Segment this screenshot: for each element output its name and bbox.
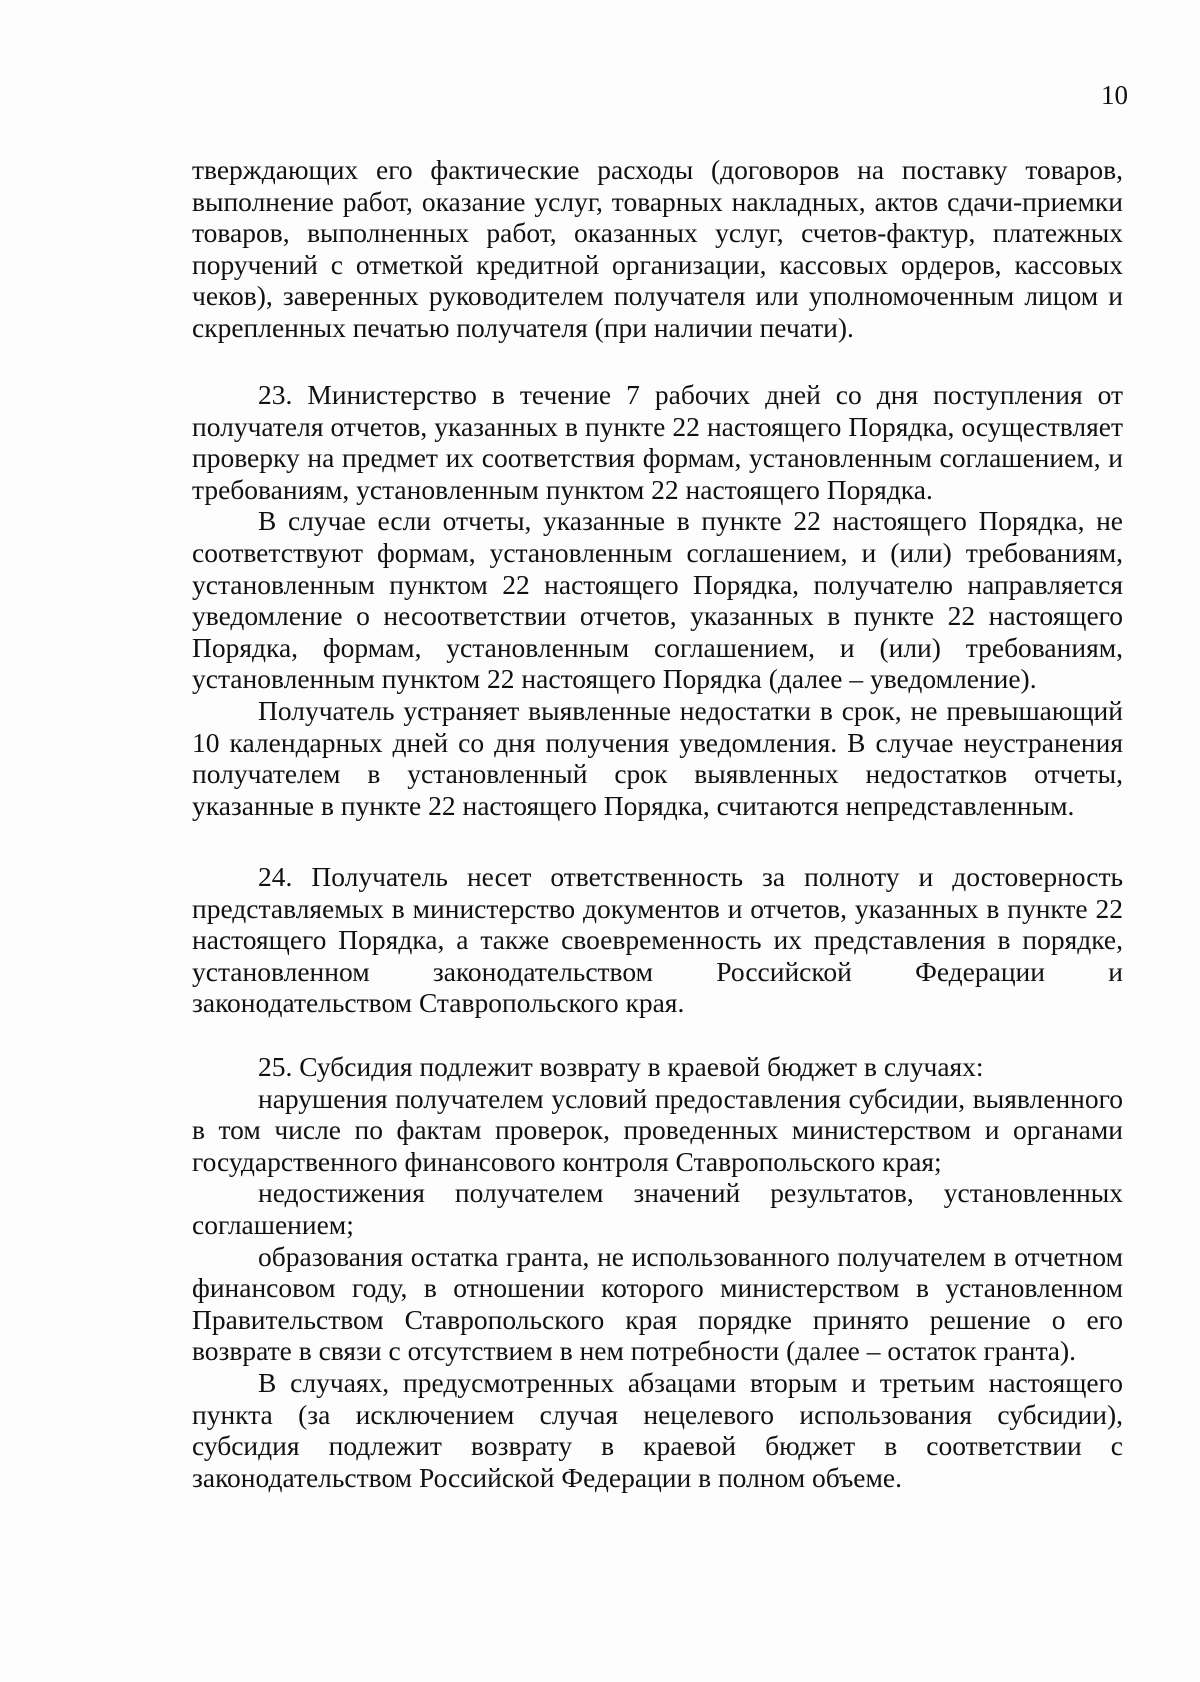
paragraph-23-notice: В случае если отчеты, указанные в пункте 22 настоящего Порядка, не соответствуют формам, установленным соглашением, и (или) требованиям, установленным пунктом 22 настоящего Порядка, получателю направляется уведомление о несоответствии отчетов, указанных в пункте 22 настоящего Порядка, формам, установленным соглашением, и (или) требованиям, установленным пунктом 22 настоящего Порядка (далее – уведомление).: [192, 505, 1123, 695]
section-25: [192, 1051, 1123, 1493]
paragraph-25-results: недостижения получателем значений результатов, установленных соглашением;: [192, 1177, 1123, 1240]
paragraph-25-refund: В случаях, предусмотренных абзацами вторым и третьим настоящего пункта (за исключением случая нецелевого использования субсидии), субсидия подлежит возврату в краевой бюджет в соответствии с законодательством Российской Федерации в полном объеме.: [192, 1366, 1123, 1493]
page-number: 10: [1101, 80, 1128, 110]
paragraph-25: 25. Субсидия подлежит возврату в краевой бюджет в случаях:: [258, 1051, 984, 1082]
paragraph-24: 24. Получатель несет ответственность за полноту и достоверность представляемых в министерство документов и отчетов, указанных в пункте 22 настоящего Порядка, а также своевременность их представления в порядке, установленном законодательством Российской Федерации и законодательством Ставропольского края.: [192, 861, 1123, 1019]
section-continuation: [192, 154, 1123, 344]
paragraph-25-violation: нарушения получателем условий предоставления субсидии, выявленного в том числе по фактам проверок, проведенных министерством и органами государственного финансового контроля Ставропольского края;: [192, 1082, 1123, 1177]
paragraph-23: 23. Министерство в течение 7 рабочих дней со дня поступления от получателя отчетов, указанных в пункте 22 настоящего Порядка, осуществляет проверку на предмет их соответствия формам, установленным соглашением, и требованиям, установленным пунктом 22 настоящего Порядка.: [192, 379, 1123, 505]
section-23: [192, 379, 1123, 821]
paragraph-continuation: тверждающих его фактические расходы (договоров на поставку товаров, выполнение работ, оказание услуг, товарных накладных, актов сдачи-приемки товаров, выполненных работ, оказанных услуг, счетов-фактур, платежных поручений с отметкой кредитной организации, кассовых ордеров, кассовых чеков), заверенных руководителем получателя или уполномоченным лицом и скрепленных печатью получателя (при наличии печати).: [192, 154, 1123, 343]
section-24: [192, 861, 1123, 1019]
paragraph-25-remainder: образования остатка гранта, не использованного получателем в отчетном финансовом году, в отношении которого министерством в установленном Правительством Ставропольского края порядке принято решение о его возврате в связи с отсутствием в нем потребности (далее – остаток гранта).: [192, 1240, 1123, 1367]
paragraph-23-deadline: Получатель устраняет выявленные недостатки в срок, не превышающий 10 календарных дней со дня получения уведомления. В случае неустранения получателем в установленный срок выявленных недостатков отчеты, указанные в пункте 22 настоящего Порядка, считаются непредставленным.: [192, 694, 1123, 821]
